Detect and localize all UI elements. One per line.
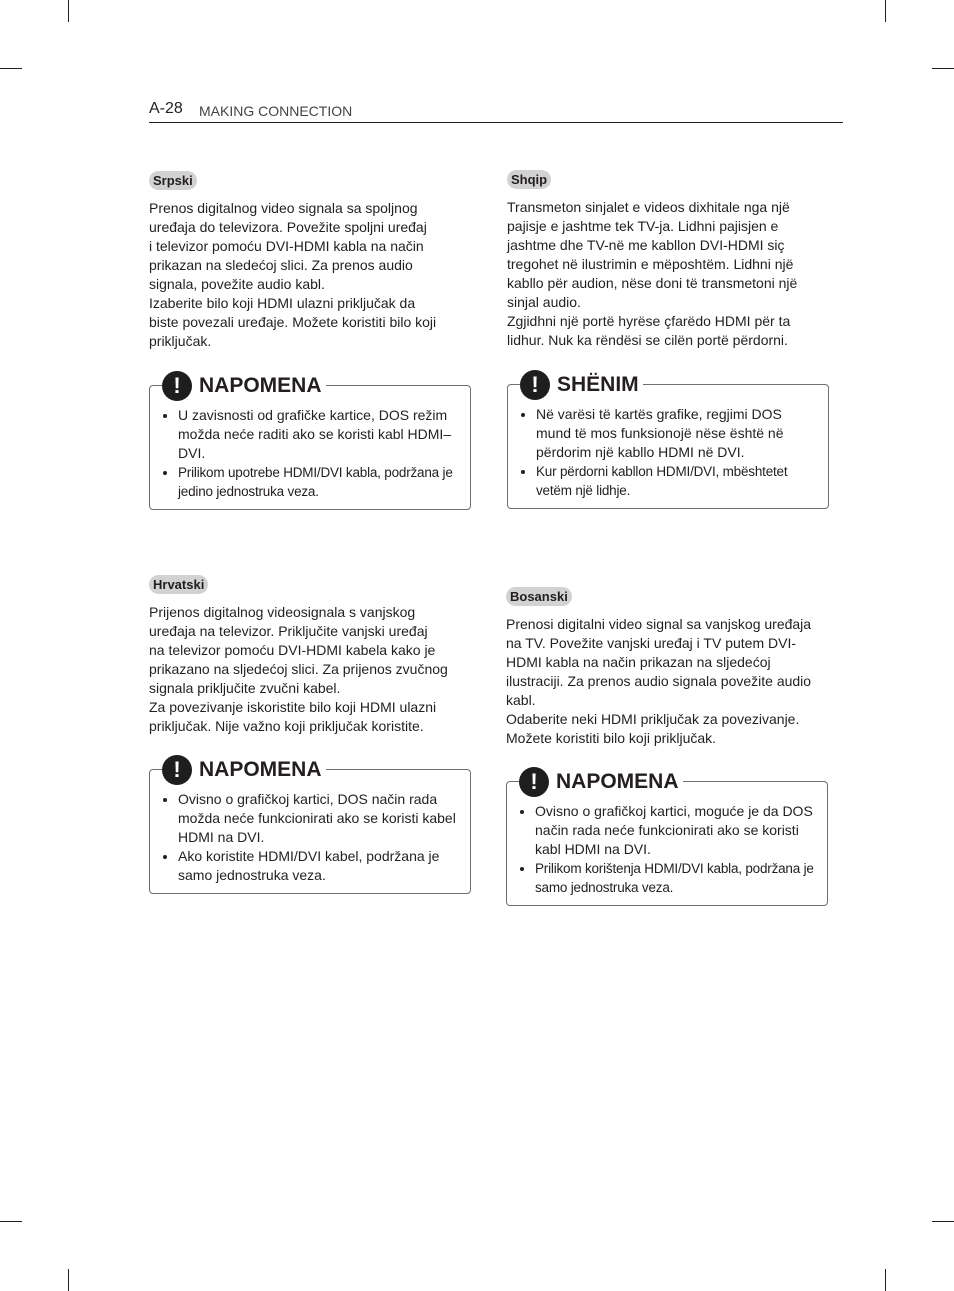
text-line: Izaberite bilo koji HDMI ulazni priključak da — [149, 295, 416, 311]
text-line: priključak. Nije važno koji priključak koristite. — [149, 718, 424, 734]
note-header — [519, 765, 683, 799]
crop-mark — [68, 0, 69, 22]
language-badge: Srpski — [149, 171, 197, 190]
text-line: i televizor pomoću DVI-HDMI kabla na način — [149, 238, 424, 254]
crop-mark — [885, 0, 886, 22]
text-line: signala priključite zvučni kabel. — [149, 680, 341, 696]
note-box — [507, 372, 829, 509]
text-line: pajisje e jashtme tek TV-ja. Lidhni pajisjen e — [507, 218, 779, 234]
note-list — [162, 790, 460, 885]
body-text — [506, 615, 828, 748]
text-line: ilustraciji. Za prenos audio signala povežite audio — [506, 673, 812, 689]
text-line: HDMI kabla na način prikazan na sljedećoj — [506, 654, 771, 670]
text-line: tregohet në ilustrimin e mëposhtëm. Lidhni një — [507, 256, 794, 272]
crop-mark — [68, 1269, 69, 1291]
note-item: • U zavisnosti od grafičke kartice, DOS režim možda neće raditi ako se koristi kabl HDMI–DVI. — [178, 406, 460, 463]
note-list — [519, 802, 817, 897]
language-badge: Shqip — [507, 170, 551, 189]
text-line: Prenosi digitalni video signal sa vanjskog uređaja — [506, 616, 812, 632]
text-line: priključak. — [149, 333, 212, 349]
note-item: • Kur përdorni kabllon HDMI/DVI, mbështetet vetëm një lidhje. — [536, 462, 818, 500]
note-item: • Ovisno o grafičkoj kartici, DOS način rada možda neće funkcionirati ako se koristi kabel HDMI na DVI. — [178, 790, 460, 847]
note-list — [520, 405, 818, 500]
note-header — [162, 753, 326, 787]
text-line: Transmeton sinjalet e videos dixhitale nga një — [507, 199, 790, 215]
text-line: uređaja na televizor. Priključite vanjski uređaj — [149, 623, 428, 639]
text-line: kabllo për audion, nëse doni të transmetoni një — [507, 275, 798, 291]
note-title: SHËNIM — [557, 373, 639, 396]
text-line: Odaberite neki HDMI priključak za povezivanje. — [506, 711, 800, 727]
body-text — [149, 199, 471, 351]
page-number: A-28 — [149, 100, 183, 117]
text-line: prikazan na sledećoj slici. Za prenos audio — [149, 257, 413, 273]
crop-mark — [0, 1221, 22, 1222]
note-header — [520, 368, 643, 402]
note-list — [162, 406, 460, 501]
text-line: uređaja do televizora. Povežite spoljni uređaj — [149, 219, 427, 235]
note-item: • Prilikom upotrebe HDMI/DVI kabla, podržana je jedino jednostruka veza. — [178, 463, 460, 501]
note-item: • Ovisno o grafičkoj kartici, moguće je da DOS način rada neće funkcionirati ako se koristi kabl HDMI na DVI. — [535, 802, 817, 859]
section-shqip — [507, 170, 829, 350]
text-line: Prenos digitalnog video signala sa spoljnog — [149, 200, 418, 216]
exclamation-icon: ! — [162, 371, 192, 401]
exclamation-icon: ! — [162, 755, 192, 785]
text-line: signala, povežite audio kabl. — [149, 276, 325, 292]
language-badge: Hrvatski — [149, 575, 208, 594]
text-line: lidhur. Nuk ka rëndësi se cilën portë përdorni. — [507, 332, 788, 348]
body-text — [507, 198, 829, 350]
note-title: NAPOMENA — [199, 758, 322, 781]
text-line: na TV. Povežite vanjski uređaj i TV putem DVI- — [506, 635, 796, 651]
text-line: jashtme dhe TV-në me kabllon DVI-HDMI siç — [507, 237, 785, 253]
note-item: • Në varësi të kartës grafike, regjimi DOS mund të mos funksionojë nëse është në përdorim një kabllo HDMI në DVI. — [536, 405, 818, 462]
page-header — [149, 100, 843, 123]
crop-mark — [932, 1221, 954, 1222]
section-hrvatski — [149, 575, 471, 736]
note-box — [149, 373, 471, 510]
section-title: MAKING CONNECTION — [199, 103, 353, 119]
text-line: Prijenos digitalnog videosignala s vanjskog — [149, 604, 416, 620]
note-item: • Prilikom korištenja HDMI/DVI kabla, podržana je samo jednostruka veza. — [535, 859, 817, 897]
note-title: NAPOMENA — [556, 770, 679, 793]
exclamation-icon: ! — [519, 767, 549, 797]
text-line: prikazano na sljedećoj slici. Za prijenos zvučnog — [149, 661, 448, 677]
note-header — [162, 369, 326, 403]
section-srpski — [149, 171, 471, 351]
language-badge: Bosanski — [506, 587, 572, 606]
note-box — [149, 757, 471, 894]
note-title: NAPOMENA — [199, 374, 322, 397]
note-item: • Ako koristite HDMI/DVI kabel, podržana je samo jednostruka veza. — [178, 847, 460, 885]
text-line: kabl. — [506, 692, 536, 708]
exclamation-icon: ! — [520, 370, 550, 400]
text-line: sinjal audio. — [507, 294, 581, 310]
crop-mark — [0, 68, 22, 69]
note-box — [506, 769, 828, 906]
text-line: Zgjidhni një portë hyrëse çfarëdo HDMI për ta — [507, 313, 791, 329]
body-text — [149, 603, 471, 736]
section-bosanski — [506, 587, 828, 748]
crop-mark — [885, 1269, 886, 1291]
text-line: Možete koristiti bilo koji priključak. — [506, 730, 717, 746]
text-line: na televizor pomoću DVI-HDMI kabela kako je — [149, 642, 436, 658]
text-line: Za povezivanje iskoristite bilo koji HDMI ulazni — [149, 699, 437, 715]
crop-mark — [932, 68, 954, 69]
text-line: biste povezali uređaje. Možete koristiti bilo koji — [149, 314, 437, 330]
